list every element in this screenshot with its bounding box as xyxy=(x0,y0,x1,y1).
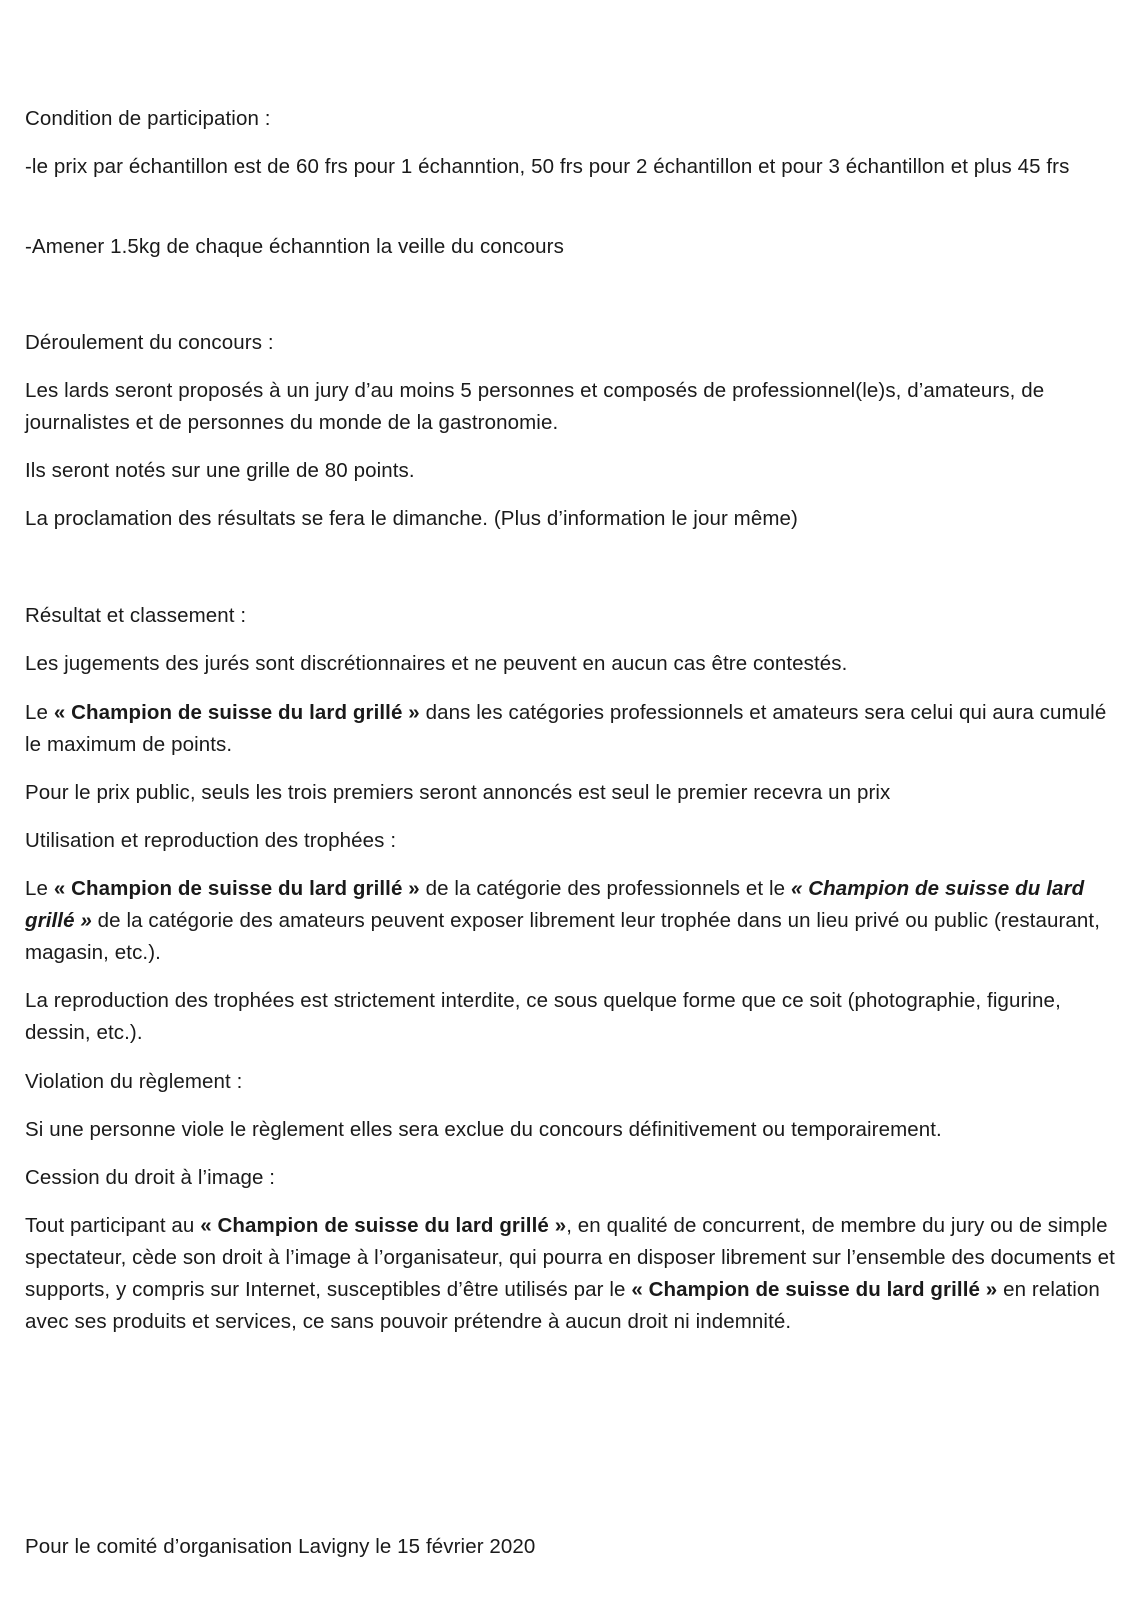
cession-title-2: « Champion de suisse du lard grillé » xyxy=(631,1278,998,1301)
utilisation-expose-paragraph xyxy=(25,873,1115,969)
deroulement-jury-line: Les lards seront proposés à un jury d’au moins 5 personnes et composés de professionnel(le)s, d’amateurs, de journalistes et de personnes du monde de la gastronomie. xyxy=(25,379,1045,434)
document-page xyxy=(25,0,1115,1600)
cession-heading: Cession du droit à l’image : xyxy=(25,1166,276,1189)
deroulement-heading: Déroulement du concours : xyxy=(25,331,274,354)
resultat-champion-suffix: dans les catégories professionnels et amateurs sera celui qui aura cumulé le maximum de points. xyxy=(25,701,1107,756)
utilisation-heading: Utilisation et reproduction des trophées : xyxy=(25,829,397,852)
utilisation-expose-middle: de la catégorie des professionnels et le xyxy=(419,877,791,900)
resultat-champion-title: « Champion de suisse du lard grillé » xyxy=(53,701,420,724)
condition-bring-line: -Amener 1.5kg de chaque échanntion la veille du concours xyxy=(25,235,564,258)
cession-title-1: « Champion de suisse du lard grillé » xyxy=(200,1214,567,1237)
violation-line: Si une personne viole le règlement elles sera exclue du concours définitivement ou temporairement. xyxy=(25,1118,942,1141)
utilisation-expose-title-bold: « Champion de suisse du lard grillé » xyxy=(53,877,420,900)
cession-suffix: en relation avec ses produits et services, ce sans pouvoir prétendre à aucun droit ni indemnité. xyxy=(25,1278,1100,1333)
utilisation-expose-suffix: de la catégorie des amateurs peuvent exposer librement leur trophée dans un lieu privé ou public (restaurant, magasin, etc.). xyxy=(25,909,1101,964)
resultat-champion-prefix: Le xyxy=(25,701,54,724)
violation-heading: Violation du règlement : xyxy=(25,1070,243,1093)
utilisation-expose-title-italic: « Champion de suisse du lard grillé » xyxy=(25,877,1085,932)
resultat-heading: Résultat et classement : xyxy=(25,604,247,627)
resultat-public-prize-line: Pour le prix public, seuls les trois premiers seront annoncés est seul le premier recevra un prix xyxy=(25,781,891,804)
condition-heading: Condition de participation : xyxy=(25,107,271,130)
cession-paragraph xyxy=(25,1210,1115,1338)
utilisation-expose-prefix: Le xyxy=(25,877,54,900)
cession-middle: , en qualité de concurrent, de membre du jury ou de simple spectateur, cède son droit à l’image à l’organisateur, qui pourra en disposer librement sur l’ensemble des documents et supports, y compris sur Internet, susceptibles d’être utilisés par le xyxy=(25,1214,1115,1301)
deroulement-grid-line: Ils seront notés sur une grille de 80 points. xyxy=(25,459,415,482)
resultat-champion-paragraph xyxy=(25,697,1115,761)
deroulement-proclamation-line: La proclamation des résultats se fera le dimanche. (Plus d’information le jour même) xyxy=(25,507,798,530)
utilisation-reproduction-line: La reproduction des trophées est strictement interdite, ce sous quelque forme que ce soit (photographie, figurine, dessin, etc.). xyxy=(25,989,1061,1044)
condition-price-line: -le prix par échantillon est de 60 frs pour 1 échanntion, 50 frs pour 2 échantillon et pour 3 échantillon et plus 45 frs xyxy=(25,155,1070,178)
resultat-judgement-line: Les jugements des jurés sont discrétionnaires et ne peuvent en aucun cas être contestés. xyxy=(25,652,848,675)
signature-line: Pour le comité d’organisation Lavigny le 15 février 2020 xyxy=(25,1535,536,1558)
cession-prefix: Tout participant au xyxy=(25,1214,201,1237)
